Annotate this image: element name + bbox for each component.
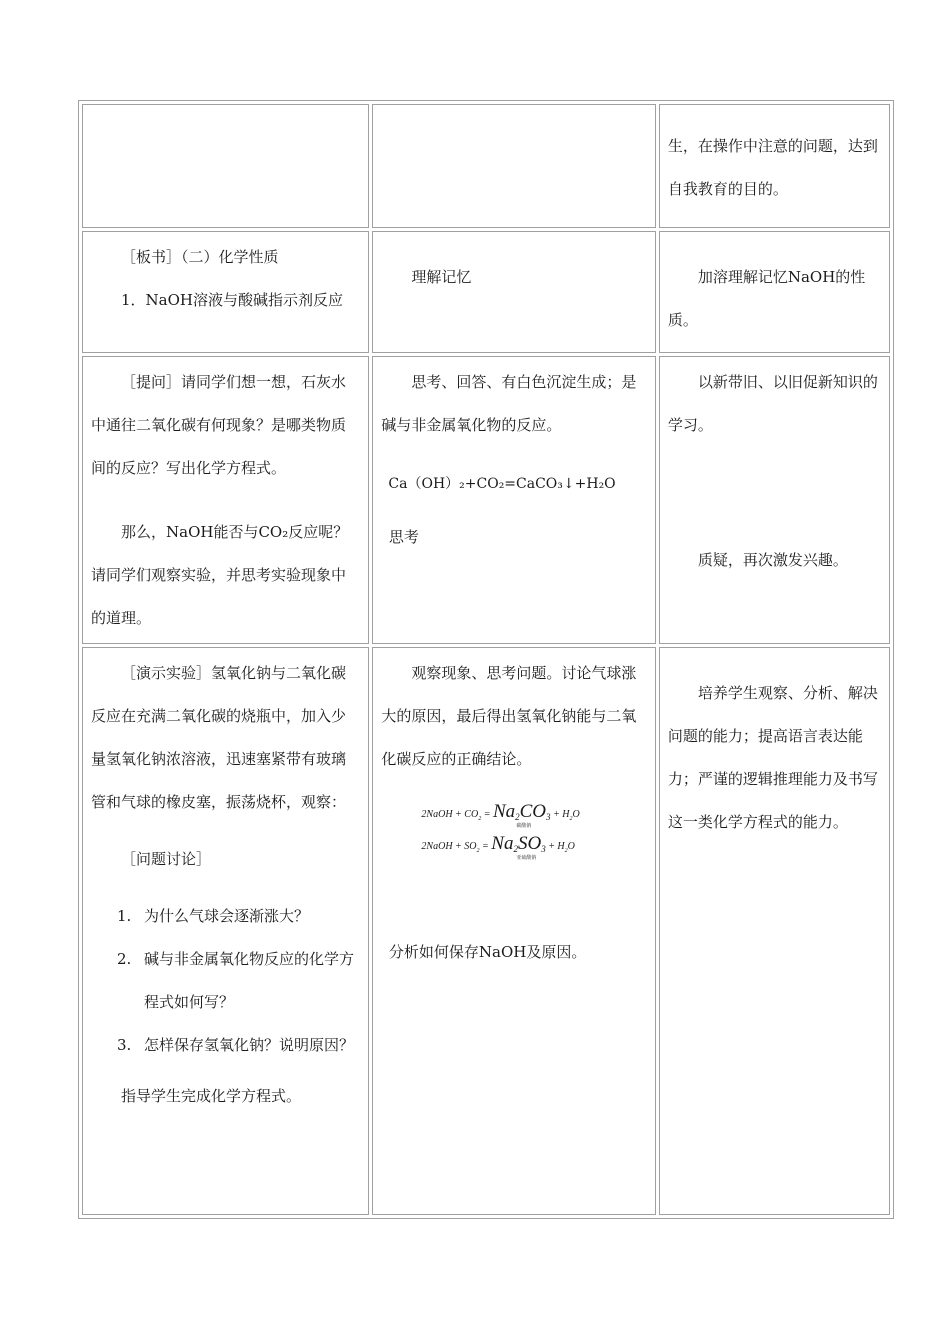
- purpose-cell: [659, 104, 890, 228]
- formula-naoh-co2: 2NaOH + $CO_2 = Na_2CO_3 + H_2O$ 碳酸钠: [421, 803, 646, 829]
- list-item: 3. 怎样保存氢氧化钠？说明原因？: [117, 1036, 355, 1054]
- table-row: [82, 356, 890, 644]
- formula-naoh-so2: 2NaOH + $SO_2 = Na_2SO_3 + H_2O$ 亚硫酸钠: [421, 835, 646, 861]
- list-item: 1. 为什么气球会逐渐涨大？: [117, 907, 310, 925]
- purpose-cell: [659, 647, 890, 1215]
- question-text: ［提问］请同学们想一想，石灰水中通往二氧化碳有何现象？是哪类物质间的反应？写出化学方程式。: [91, 373, 347, 477]
- student-observation: 观察现象、思考问题。讨论气球涨大的原因，最后得出氢氧化钠能与二氧化碳反应的正确结论。: [381, 664, 637, 768]
- purpose-text: 加溶理解记忆NaOH的性质。: [667, 268, 866, 329]
- purpose-cell: [659, 356, 890, 644]
- purpose-cell: [659, 231, 890, 353]
- table-row: [82, 231, 890, 353]
- teacher-cell: [82, 647, 369, 1215]
- student-cell: [372, 104, 655, 228]
- list-item: 2. 碱与非金属氧化物反应的化学方程式如何写？: [117, 950, 355, 1011]
- purpose-text: 培养学生观察、分析、解决问题的能力；提高语言表达能力；严谨的逻辑推理能力及书写这一类化学方程式的能力。: [667, 684, 878, 831]
- demo-experiment-text: ［演示实验］氢氧化钠与二氧化碳反应在充满二氧化碳的烧瓶中，加入少量氢氧化钠浓溶液，迅速塞紧带有玻璃管和气球的橡皮塞，振荡烧杯，观察：: [91, 664, 347, 811]
- purpose-text: 生，在操作中注意的问题，达到自我教育的目的。: [667, 137, 878, 198]
- student-think: 思考: [388, 528, 419, 546]
- student-cell: [372, 647, 655, 1215]
- board-item: 1．NaOH溶液与酸碱指示剂反应: [121, 291, 343, 309]
- teacher-cell: [82, 231, 369, 353]
- teacher-cell: [82, 356, 369, 644]
- student-cell: [372, 356, 655, 644]
- question-followup: 那么，NaOH能否与CO₂反应呢？请同学们观察实验，并思考实验现象中的道理。: [91, 523, 349, 627]
- board-heading: ［板书］（二）化学性质: [121, 248, 279, 266]
- purpose-text-2: 质疑，再次激发兴趣。: [697, 551, 848, 569]
- student-cell: [372, 231, 655, 353]
- discussion-heading: ［问题讨论］: [121, 850, 212, 868]
- guide-text: 指导学生完成化学方程式。: [121, 1087, 302, 1105]
- formula-caption: 亚硫酸钠: [516, 856, 537, 861]
- formula-block: [381, 803, 646, 861]
- table-row: [82, 104, 890, 228]
- student-activity: 理解记忆: [411, 268, 472, 286]
- teacher-cell: [82, 104, 369, 228]
- table-row: [82, 647, 890, 1215]
- formula-caption: 碳酸钠: [516, 824, 532, 829]
- question-list: [91, 895, 360, 1067]
- purpose-text: 以新带旧、以旧促新知识的学习。: [667, 373, 878, 434]
- student-answer: 思考、回答、有白色沉淀生成；是碱与非金属氧化物的反应。: [381, 373, 637, 434]
- lesson-plan-table: [78, 100, 894, 1219]
- student-analysis: 分析如何保存NaOH及原因。: [388, 943, 587, 961]
- equation-text: Ca（OH）₂+CO₂=CaCO₃↓+H₂O: [388, 476, 616, 492]
